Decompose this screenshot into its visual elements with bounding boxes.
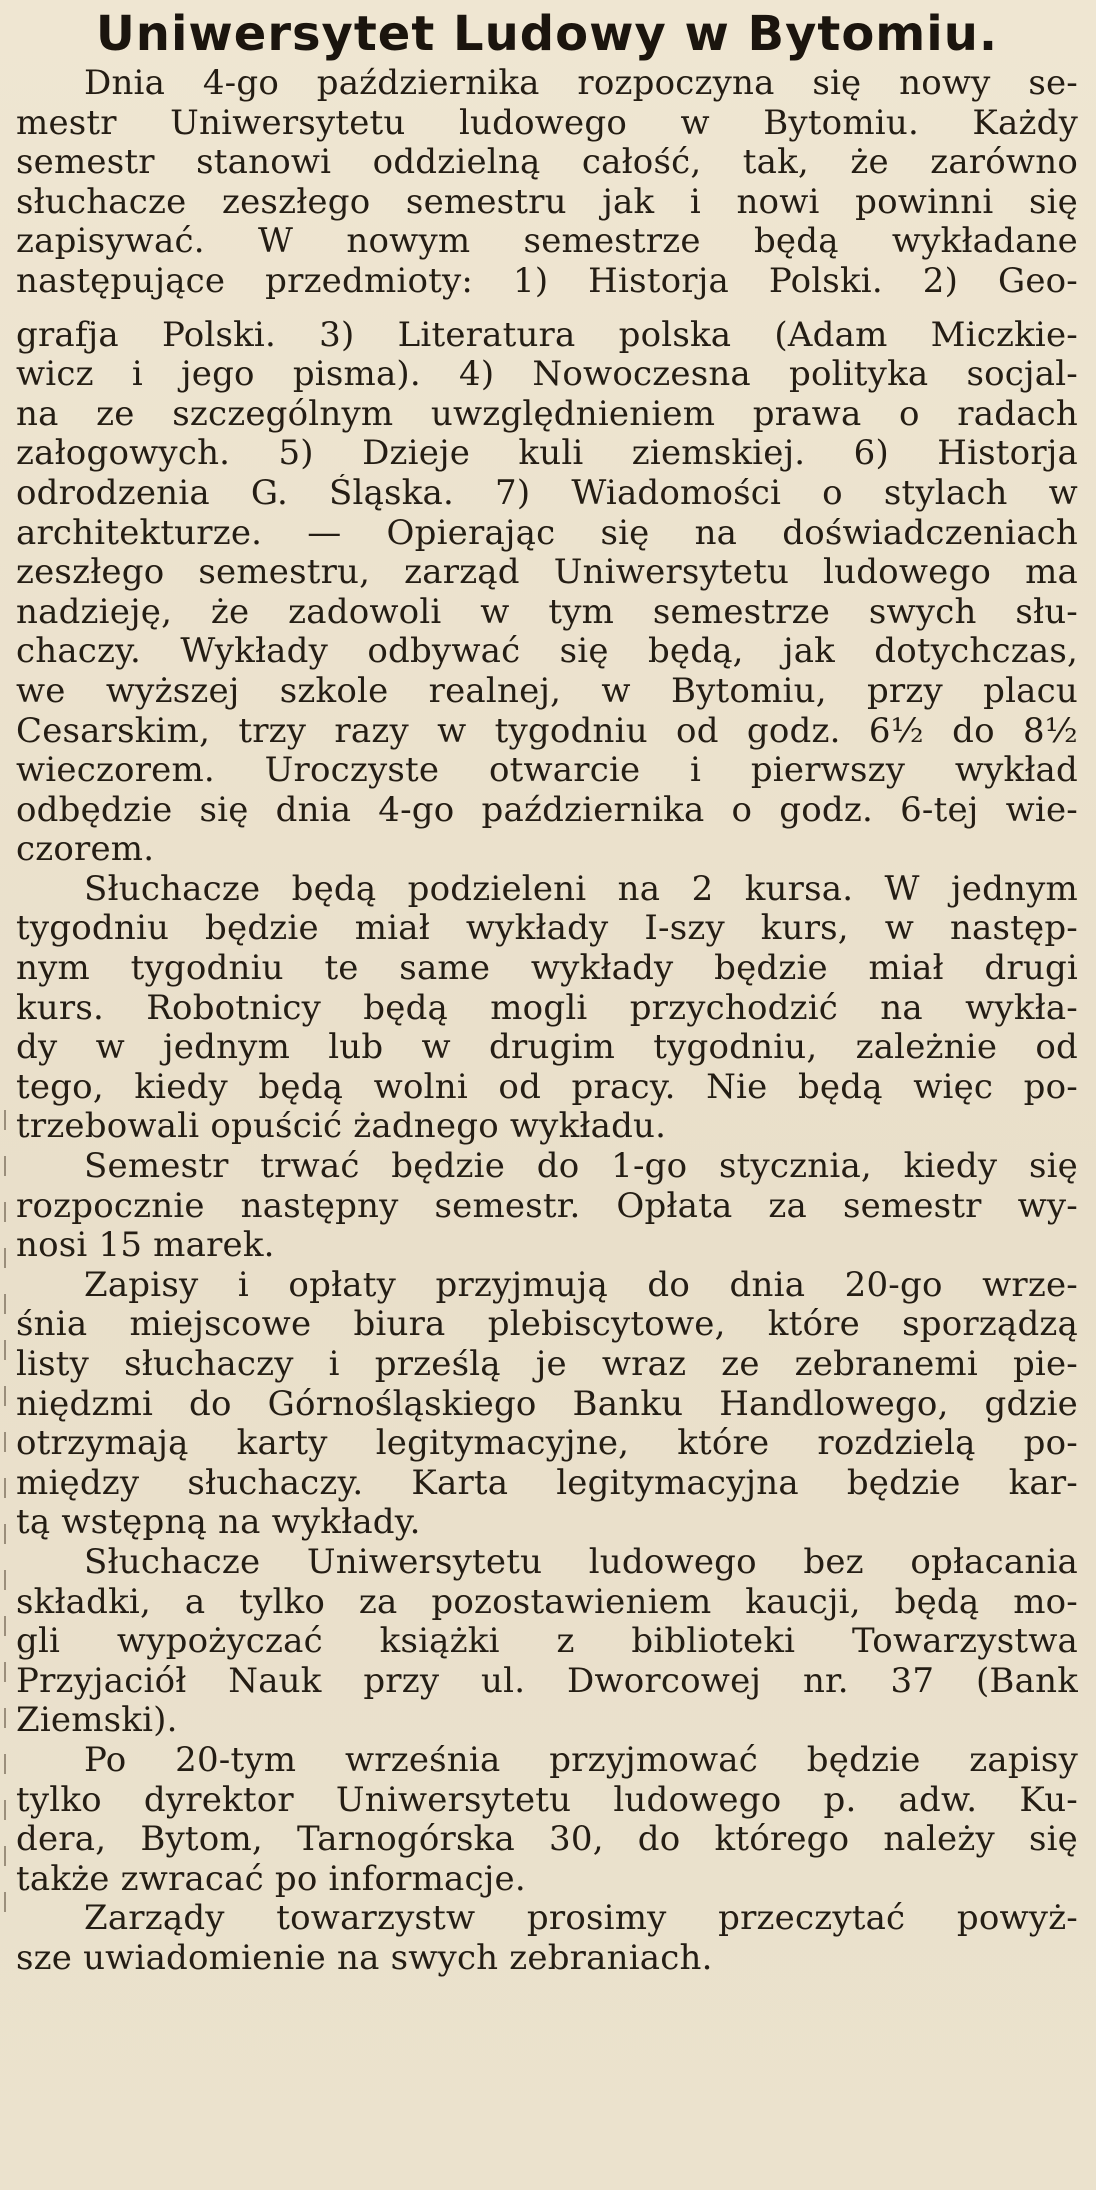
text-line: dy w jednym lub w drugim tygodniu, zależnie od xyxy=(16,1028,1078,1068)
text-line: załogowych. 5) Dzieje kuli ziemskiej. 6) Historja xyxy=(16,434,1078,474)
text-line: tygodniu będzie miał wykłady I-szy kurs, w następ- xyxy=(16,909,1078,949)
text-line: Słuchacze będą podzieleni na 2 kursa. W jednym xyxy=(84,869,1078,909)
text-line: we wyższej szkole realnej, w Bytomiu, przy placu xyxy=(16,671,1078,711)
text-line: Po 20-tym września przyjmować będzie zapisy xyxy=(84,1740,1078,1780)
text-line: składki, a tylko za pozostawieniem kaucji, będą mo- xyxy=(16,1582,1078,1622)
paragraph-registration xyxy=(16,1266,1078,1543)
text-line: tego, kiedy będą wolni od pracy. Nie będą więc po- xyxy=(16,1067,1078,1107)
text-line: Semestr trwać będzie do 1-go stycznia, kiedy się xyxy=(84,1147,1078,1187)
text-line: między słuchaczy. Karta legitymacyjna będzie kar- xyxy=(16,1463,1078,1503)
text-line: słuchacze zeszłego semestru jak i nowi powinni się xyxy=(16,182,1078,222)
text-line: dera, Bytom, Tarnogórska 30, do którego należy się xyxy=(16,1820,1078,1860)
text-line: odbędzie się dnia 4-go października o godz. 6-tej wie- xyxy=(16,790,1078,830)
text-line: wieczorem. Uroczyste otwarcie i pierwszy wykład xyxy=(16,751,1078,791)
paragraph-courses xyxy=(16,870,1078,1147)
text-line: Cesarskim, trzy razy w tygodniu od godz. 6½ do 8½ xyxy=(16,711,1078,751)
text-line: nosi 15 marek. xyxy=(16,1226,275,1266)
margin-rule xyxy=(4,1110,6,1930)
text-line: otrzymają karty legitymacyjne, które rozdzielą po- xyxy=(16,1424,1078,1464)
paragraph-closing xyxy=(16,1899,1078,1978)
text-line: Dnia 4-go października rozpoczyna się nowy se- xyxy=(84,64,1078,103)
text-line: sze uwiadomienie na swych zebraniach. xyxy=(16,1938,713,1978)
text-line: chaczy. Wykłady odbywać się będą, jak dotychczas, xyxy=(16,632,1078,672)
paragraph-director xyxy=(16,1741,1078,1899)
paragraph-semester-fee xyxy=(16,1147,1078,1266)
text-line: zapisywać. W nowym semestrze będą wykładane xyxy=(16,222,1078,262)
column-break-gap xyxy=(16,302,1078,316)
article-title: Uniwersytet Ludowy w Bytomiu. xyxy=(95,6,999,62)
text-line: także zwracać po informacje. xyxy=(16,1859,526,1899)
text-line: Słuchacze Uniwersytetu ludowego bez opłacania xyxy=(84,1542,1078,1582)
text-line: śnia miejscowe biura plebiscytowe, które sporządzą xyxy=(16,1305,1078,1345)
text-line: czorem. xyxy=(16,830,155,870)
text-line: nadzieję, że zadowoli w tym semestrze swych słu- xyxy=(16,592,1078,632)
text-line: niędzmi do Górnośląskiego Banku Handlowego, gdzie xyxy=(16,1384,1078,1424)
text-line: grafja Polski. 3) Literatura polska (Adam Miczkie- xyxy=(16,315,1078,355)
text-line: trzebowali opuścić żadnego wykładu. xyxy=(16,1107,667,1147)
text-line: zeszłego semestru, zarząd Uniwersytetu ludowego ma xyxy=(16,553,1078,593)
text-line: semestr stanowi oddzielną całość, tak, że zarówno xyxy=(16,143,1078,183)
article-body xyxy=(16,64,1078,1979)
text-line: nym tygodniu te same wykłady będzie miał drugi xyxy=(16,949,1078,989)
text-line: listy słuchaczy i prześlą je wraz ze zebranemi pie- xyxy=(16,1345,1078,1384)
text-line: gli wypożyczać książki z biblioteki Towarzystwa xyxy=(16,1622,1078,1662)
text-line: kurs. Robotnicy będą mogli przychodzić na wykła- xyxy=(16,988,1078,1028)
text-line: architekturze. — Opierając się na doświadczeniach xyxy=(16,513,1078,553)
text-line: tylko dyrektor Uniwersytetu ludowego p. adw. Ku- xyxy=(16,1780,1078,1820)
paragraph-library xyxy=(16,1543,1078,1741)
text-line: Zarządy towarzystw prosimy przeczytać powyż- xyxy=(84,1899,1078,1939)
text-line: Zapisy i opłaty przyjmują do dnia 20-go wrze- xyxy=(84,1265,1078,1305)
text-line: Przyjaciół Nauk przy ul. Dworcowej nr. 37 (Bank xyxy=(16,1661,1078,1701)
text-line: odrodzenia G. Śląska. 7) Wiadomości o stylach w xyxy=(16,473,1078,513)
text-line: następujące przedmioty: 1) Historja Polski. 2) Geo- xyxy=(16,261,1078,301)
text-line: wicz i jego pisma). 4) Nowoczesna polityka socjal- xyxy=(16,355,1078,395)
text-line: na ze szczególnym uwzględnieniem prawa o radach xyxy=(16,394,1078,434)
text-line: tą wstępną na wykłady. xyxy=(16,1503,421,1543)
text-line: mestr Uniwersytetu ludowego w Bytomiu. Każdy xyxy=(16,103,1078,143)
paragraph-subjects xyxy=(16,316,1078,870)
text-line: Ziemski). xyxy=(16,1701,178,1741)
paragraph-intro xyxy=(16,64,1078,302)
text-line: rozpocznie następny semestr. Opłata za semestr wy- xyxy=(16,1186,1078,1226)
